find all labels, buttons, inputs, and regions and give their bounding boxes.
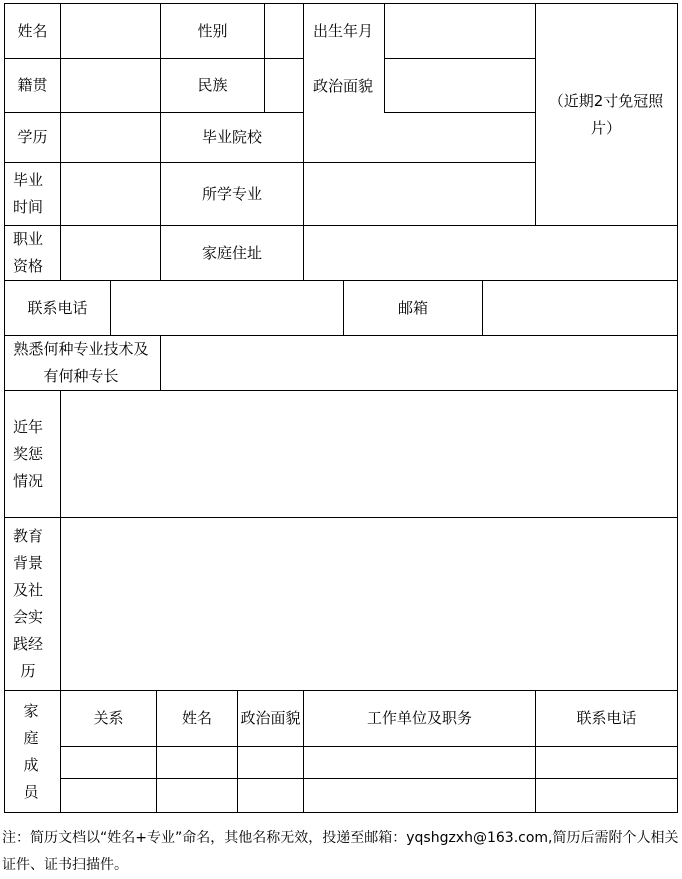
- family-row-1-employer[interactable]: [304, 747, 535, 778]
- family-header-phone: 联系电话: [576, 709, 637, 727]
- grid-line: [4, 3, 678, 4]
- grid-line: [4, 390, 678, 391]
- grid-line: [4, 517, 678, 518]
- phone-label: 联系电话: [27, 298, 88, 317]
- family-row-2-relation[interactable]: [61, 779, 156, 812]
- name-field[interactable]: [61, 4, 160, 58]
- graduate-school-label: 毕业院校: [201, 128, 262, 146]
- grid-line: [385, 58, 535, 59]
- name-label: 姓名: [17, 21, 48, 40]
- grid-line: [4, 690, 678, 691]
- family-row-2-phone[interactable]: [536, 779, 677, 812]
- birth-date-label: 出生年月: [312, 21, 373, 40]
- grid-line: [110, 280, 111, 336]
- education-field[interactable]: [61, 113, 160, 162]
- skills-field[interactable]: [161, 336, 677, 390]
- family-members-label: 家庭成员: [23, 701, 39, 801]
- grid-line: [303, 690, 304, 813]
- grid-line: [4, 812, 678, 813]
- graduate-school-field[interactable]: [304, 113, 535, 162]
- political-status-field[interactable]: [385, 59, 535, 112]
- family-row-1-phone[interactable]: [536, 747, 677, 778]
- grid-line: [264, 3, 265, 113]
- photo-placeholder[interactable]: （近期2寸免冠照片）: [548, 92, 664, 137]
- family-header-political-status: 政治面貌: [240, 709, 301, 727]
- grid-line: [535, 690, 536, 813]
- grid-line: [385, 112, 535, 113]
- grid-line: [4, 3, 5, 813]
- grid-line: [160, 335, 161, 391]
- footnote: 注：简历文档以“姓名+专业”命名，其他名称无效，投递至邮箱：yqshgzxh@163.com,简历后需附个人相关证件、证书扫描件。: [2, 830, 679, 873]
- family-row-2-name[interactable]: [157, 779, 237, 812]
- awards-field[interactable]: [61, 391, 677, 517]
- major-field[interactable]: [304, 163, 535, 225]
- awards-label: 近年奖惩情况: [12, 417, 43, 490]
- family-header-name: 姓名: [181, 709, 212, 727]
- background-label: 教育背景及社会实践经历: [12, 527, 43, 680]
- graduation-time-label: 毕业时间: [12, 171, 43, 216]
- home-address-field[interactable]: [304, 226, 677, 280]
- grid-line: [303, 3, 304, 281]
- gender-field[interactable]: [265, 4, 303, 58]
- grid-line: [237, 690, 238, 813]
- major-label: 所学专业: [201, 184, 262, 203]
- grid-line: [4, 335, 678, 336]
- graduation-time-field[interactable]: [61, 163, 160, 225]
- political-status-label: 政治面貌: [312, 76, 373, 95]
- grid-line: [60, 390, 61, 813]
- grid-line: [482, 280, 483, 336]
- gender-label: 性别: [197, 21, 228, 40]
- birth-date-field[interactable]: [385, 4, 535, 58]
- family-row-2-political-status[interactable]: [238, 779, 303, 812]
- ethnicity-field[interactable]: [265, 59, 303, 112]
- grid-line: [4, 162, 536, 163]
- grid-line: [160, 3, 161, 281]
- family-row-1-relation[interactable]: [61, 747, 156, 778]
- grid-line: [4, 58, 304, 59]
- email-field[interactable]: [483, 281, 677, 335]
- grid-line: [4, 225, 678, 226]
- skills-label: 熟悉何种专业技术及有何种专长: [13, 340, 149, 385]
- qualification-field[interactable]: [61, 226, 160, 280]
- grid-line: [535, 3, 536, 226]
- home-address-label: 家庭住址: [201, 243, 262, 262]
- background-field[interactable]: [61, 518, 677, 690]
- family-row-1-name[interactable]: [157, 747, 237, 778]
- grid-line: [4, 112, 304, 113]
- education-label: 学历: [17, 128, 48, 146]
- ethnicity-label: 民族: [197, 76, 228, 94]
- grid-line: [384, 3, 385, 113]
- grid-line: [677, 3, 678, 813]
- grid-line: [60, 778, 678, 779]
- family-header-employer: 工作单位及职务: [366, 709, 472, 727]
- grid-line: [156, 690, 157, 813]
- email-label: 邮箱: [397, 298, 428, 317]
- phone-field[interactable]: [111, 281, 343, 335]
- family-row-2-employer[interactable]: [304, 779, 535, 812]
- grid-line: [60, 746, 678, 747]
- qualification-label: 职业资格: [12, 230, 43, 275]
- grid-line: [343, 280, 344, 336]
- family-row-1-political-status[interactable]: [238, 747, 303, 778]
- native-place-label: 籍贯: [17, 76, 48, 94]
- family-header-relation: 关系: [93, 709, 124, 727]
- grid-line: [60, 3, 61, 281]
- grid-line: [4, 280, 678, 281]
- native-place-field[interactable]: [61, 59, 160, 112]
